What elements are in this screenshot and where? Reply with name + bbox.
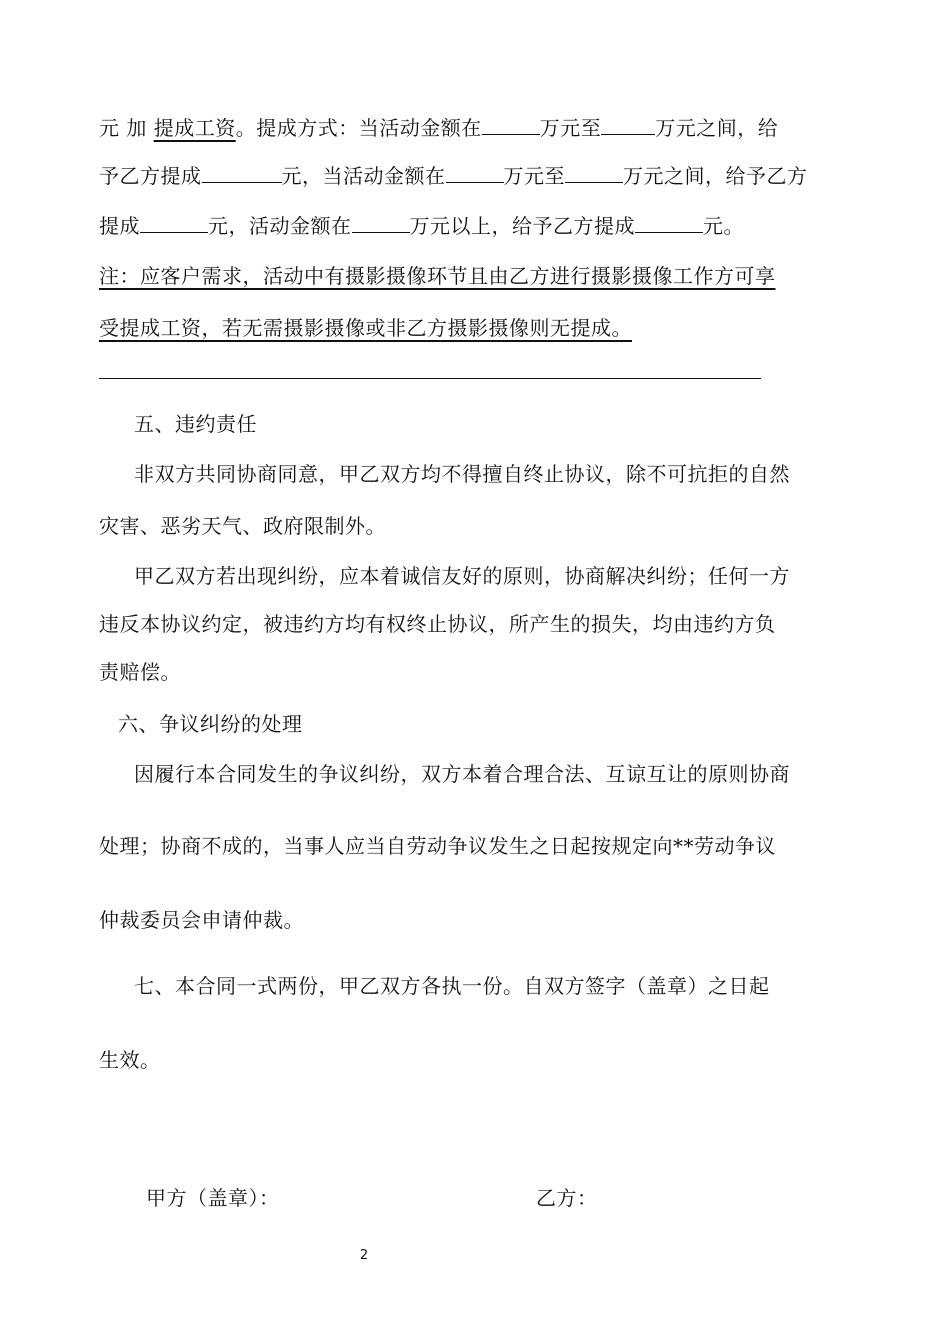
text: 提成 <box>99 214 140 238</box>
text: 万元之间，给予乙方 <box>623 164 808 188</box>
fill-blank[interactable] <box>202 164 282 183</box>
text: 予乙方提成 <box>99 164 202 188</box>
section-7-line1: 七、本合同一式两份，甲乙双方各执一份。自双方签字（盖章）之日起 <box>134 974 770 998</box>
section-5-p1-line1: 非双方共同协商同意，甲乙双方均不得擅自终止协议，除不可抗拒的自然 <box>134 462 790 486</box>
text: 元，当活动金额在 <box>281 164 446 188</box>
fill-blank[interactable] <box>140 214 208 233</box>
section-6-heading: 六、争议纠纷的处理 <box>118 712 303 736</box>
text: 元。 <box>703 214 744 238</box>
text: 万元至 <box>503 164 565 188</box>
party-a-signature-label: 甲方（盖章）： <box>146 1186 280 1210</box>
section-6-line3: 仲裁委员会申请仲裁。 <box>99 908 304 932</box>
section-5-p2-line3: 责赔偿。 <box>99 660 181 684</box>
commission-line-1 <box>99 112 851 141</box>
fill-blank[interactable] <box>565 164 623 183</box>
fill-blank[interactable] <box>352 214 410 233</box>
text: 。提成方式：当活动金额在 <box>235 116 482 140</box>
note-line-2: 受提成工资，若无需摄影摄像或非乙方摄影摄像则无提成。 <box>99 316 632 340</box>
text: 万元至 <box>539 116 602 140</box>
fill-blank[interactable] <box>446 164 504 183</box>
note-line-1: 注：应客户需求，活动中有摄影摄像环节且由乙方进行摄影摄像工作方可享 <box>99 264 776 288</box>
section-5-p1-line2: 灾害、恶劣天气、政府限制外。 <box>99 514 386 538</box>
text: 元，活动金额在 <box>208 214 352 238</box>
section-5-heading: 五、违约责任 <box>134 412 257 436</box>
text: 万元之间，给 <box>655 116 779 140</box>
section-5-p2-line1: 甲乙双方若出现纠纷，应本着诚信友好的原则，协商解决纠纷；任何一方 <box>134 564 790 588</box>
text: 万元以上，给予乙方提成 <box>409 214 635 238</box>
section-6-line1: 因履行本合同发生的争议纠纷，双方本着合理合法、互谅互让的原则协商 <box>134 762 790 786</box>
section-7-line2: 生效。 <box>99 1048 161 1072</box>
text: 元 加 <box>99 116 154 140</box>
fill-blank[interactable] <box>601 116 655 135</box>
underlined-text: 提成工资 <box>153 116 236 140</box>
party-b-signature-label: 乙方： <box>536 1186 598 1210</box>
commission-line-2 <box>99 160 851 189</box>
signature-rule <box>99 378 761 379</box>
fill-blank[interactable] <box>635 214 703 233</box>
commission-line-3 <box>99 210 851 239</box>
fill-blank[interactable] <box>482 116 540 135</box>
section-5-p2-line2: 违反本协议约定，被违约方均有权终止协议，所产生的损失，均由违约方负 <box>99 612 776 636</box>
page-number: 2 <box>359 1248 369 1263</box>
section-6-line2: 处理；协商不成的，当事人应当自劳动争议发生之日起按规定向**劳动争议 <box>99 834 776 858</box>
